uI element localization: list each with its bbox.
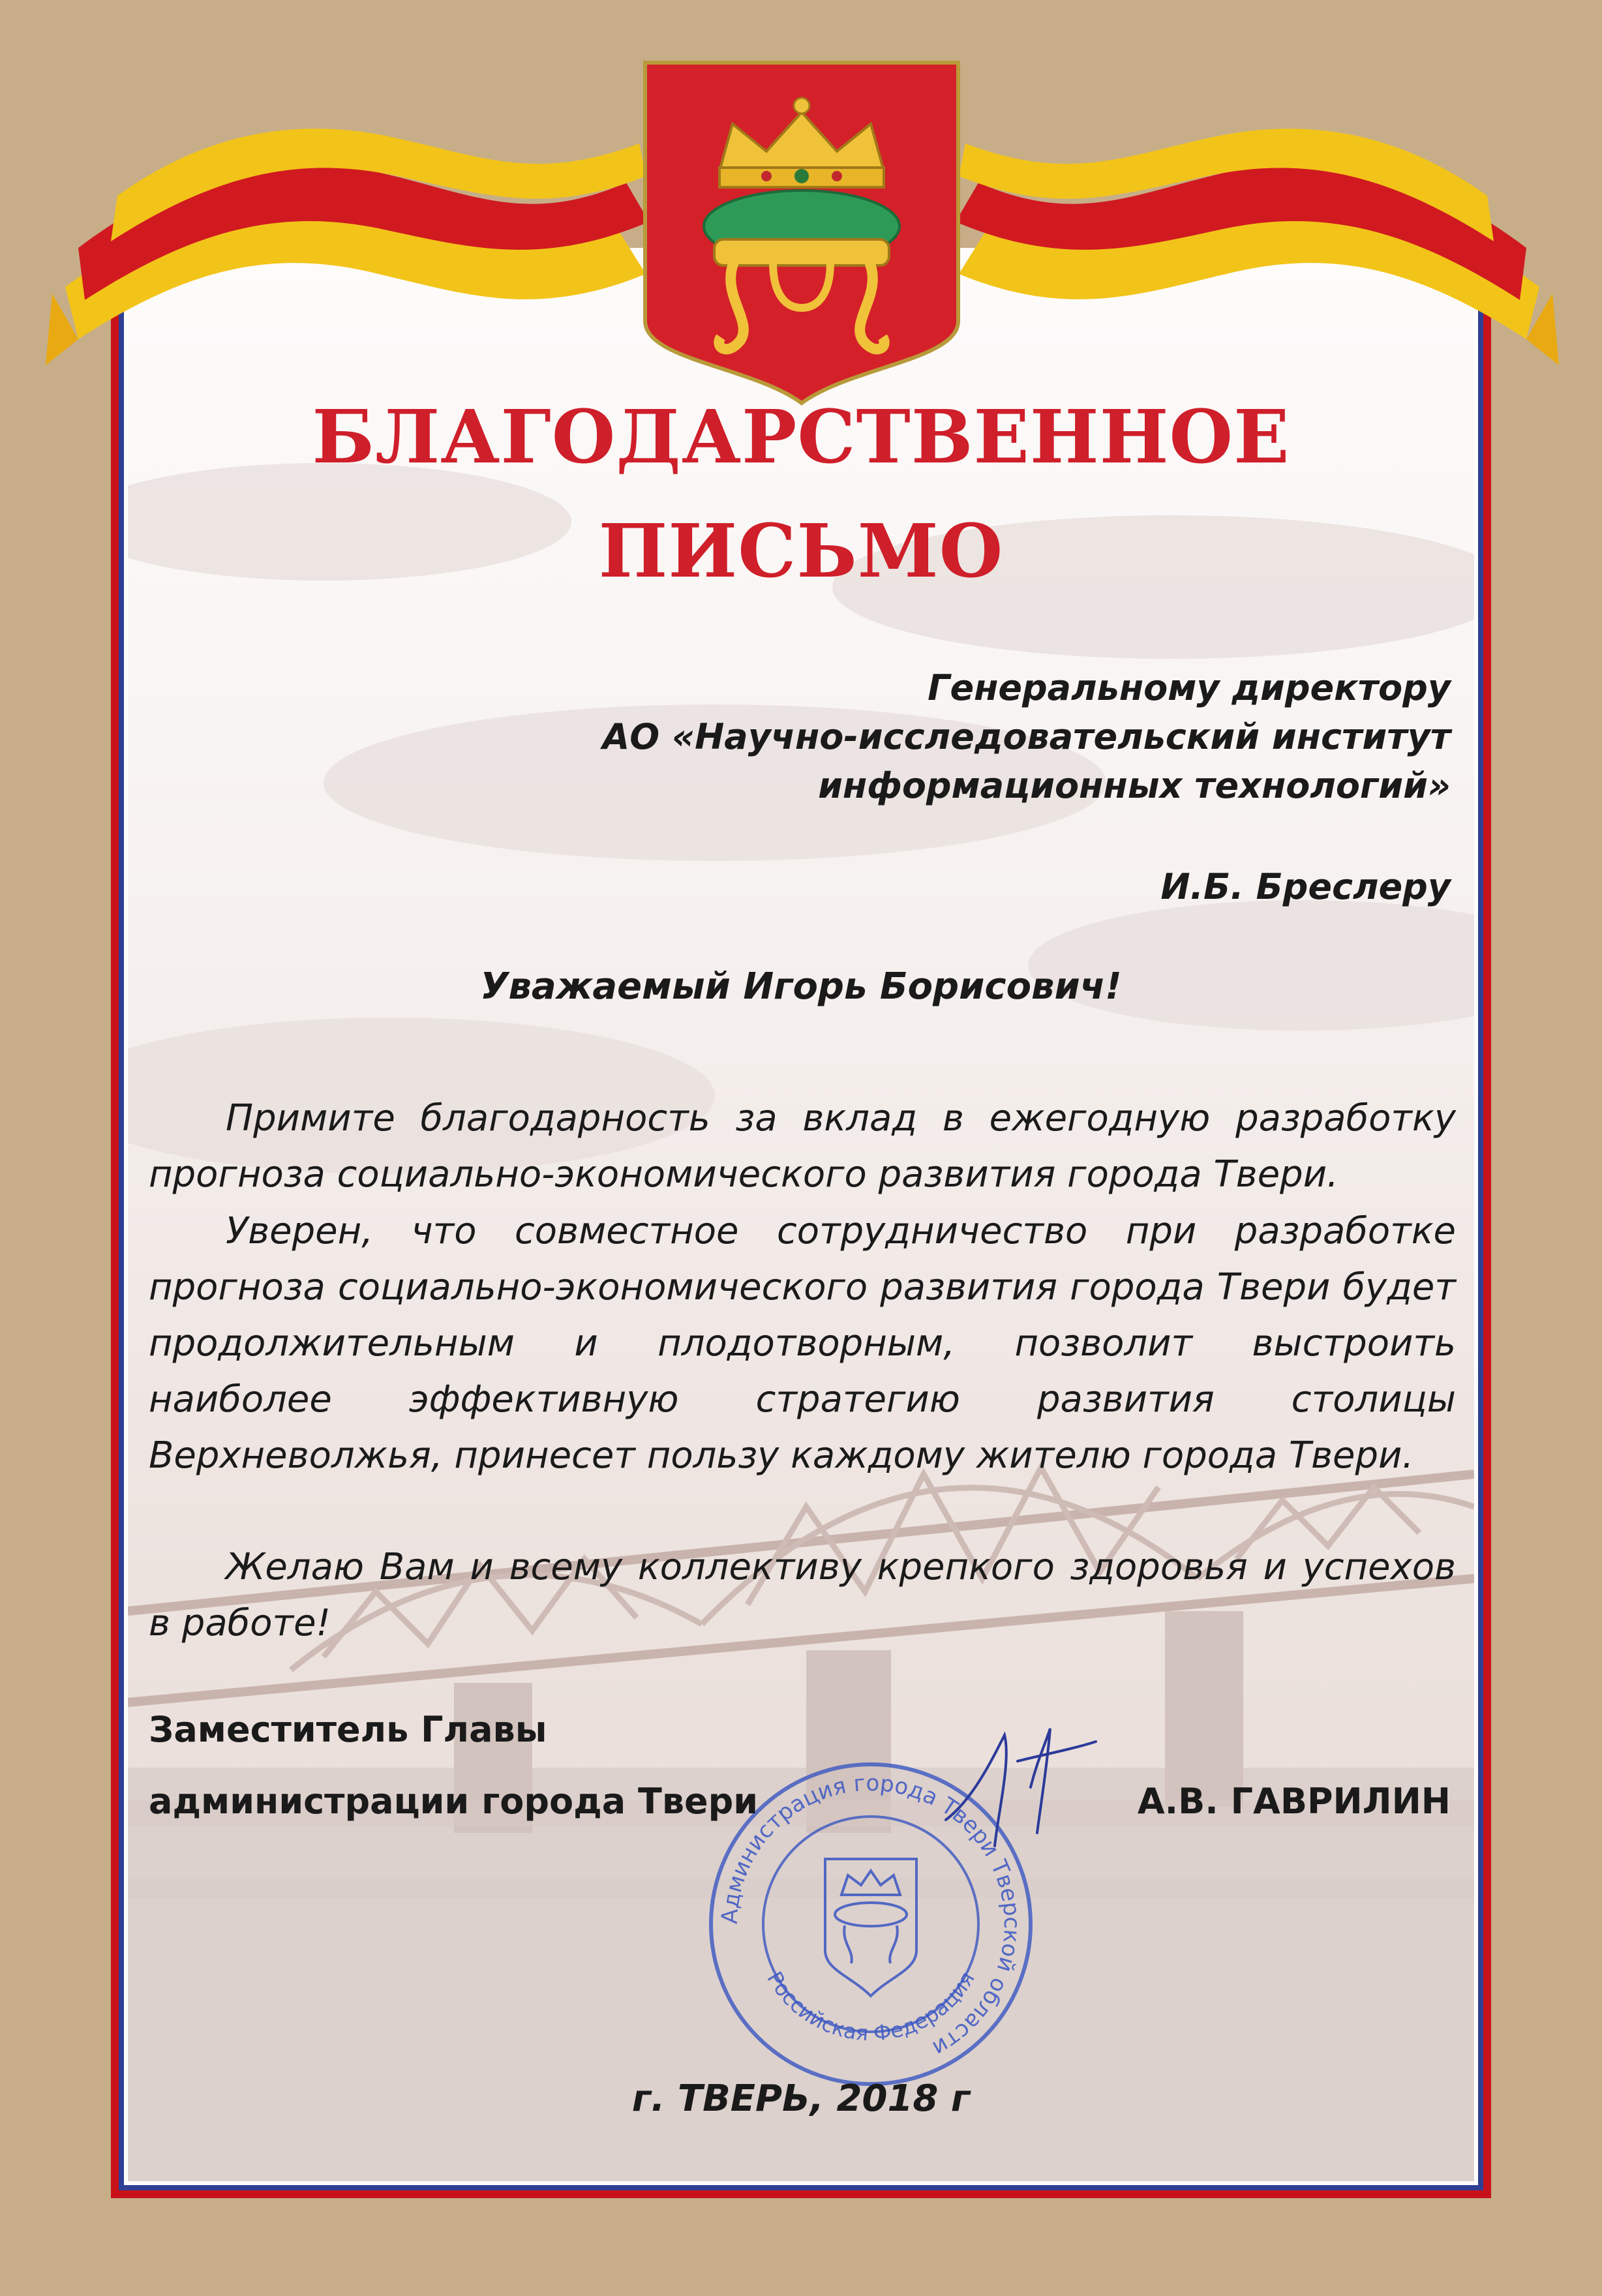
recipient-position: Генеральному директору — [928, 667, 1451, 708]
document-title: БЛАГОДАРСТВЕННОЕ — [312, 395, 1290, 480]
greeting: Уважаемый Игорь Борисович! — [480, 965, 1122, 1008]
signatory-position-line2: администрации города Твери — [149, 1781, 759, 1822]
recipient-organization-line1: АО «Научно-исследовательский институт — [602, 716, 1451, 757]
document-subtitle: ПИСЬМО — [598, 509, 1004, 594]
seal-outer-text: Администрация города Твери Тверской области — [716, 1770, 1025, 2062]
body-paragraph-3: Желаю Вам и всему коллективу крепкого здоровья и успехов в работе! — [149, 1546, 1456, 1644]
handwritten-signature — [933, 1722, 1102, 1852]
place-and-date: г. ТВЕРЬ, 2018 г — [631, 2077, 971, 2120]
recipient-organization-line2: информационных технологий» — [818, 765, 1451, 806]
signatory-name: А.В. ГАВРИЛИН — [1137, 1781, 1451, 1822]
body-paragraph-1: Примите благодарность за вклад в ежегодную разработку прогноза социально-экономического развития города Твери. — [149, 1097, 1456, 1196]
signatory-position-line1: Заместитель Главы — [149, 1709, 547, 1750]
recipient-name: И.Б. Бреслеру — [1160, 866, 1451, 907]
tver-coat-of-arms — [642, 60, 961, 406]
seal-bottom-text: Российская Федерация — [762, 1967, 980, 2046]
body-paragraph-2: Уверен, что совместное сотрудничество при разработке прогноза социально-экономического развития города Твери будет продолжительным и плодотворным, позволит выстроить наиболее эффективную стратегию развития столицы Верхневолжья, принесет пользу каждому жителю города Твери. — [149, 1210, 1456, 1477]
seal-emblem-icon — [825, 1859, 916, 1996]
